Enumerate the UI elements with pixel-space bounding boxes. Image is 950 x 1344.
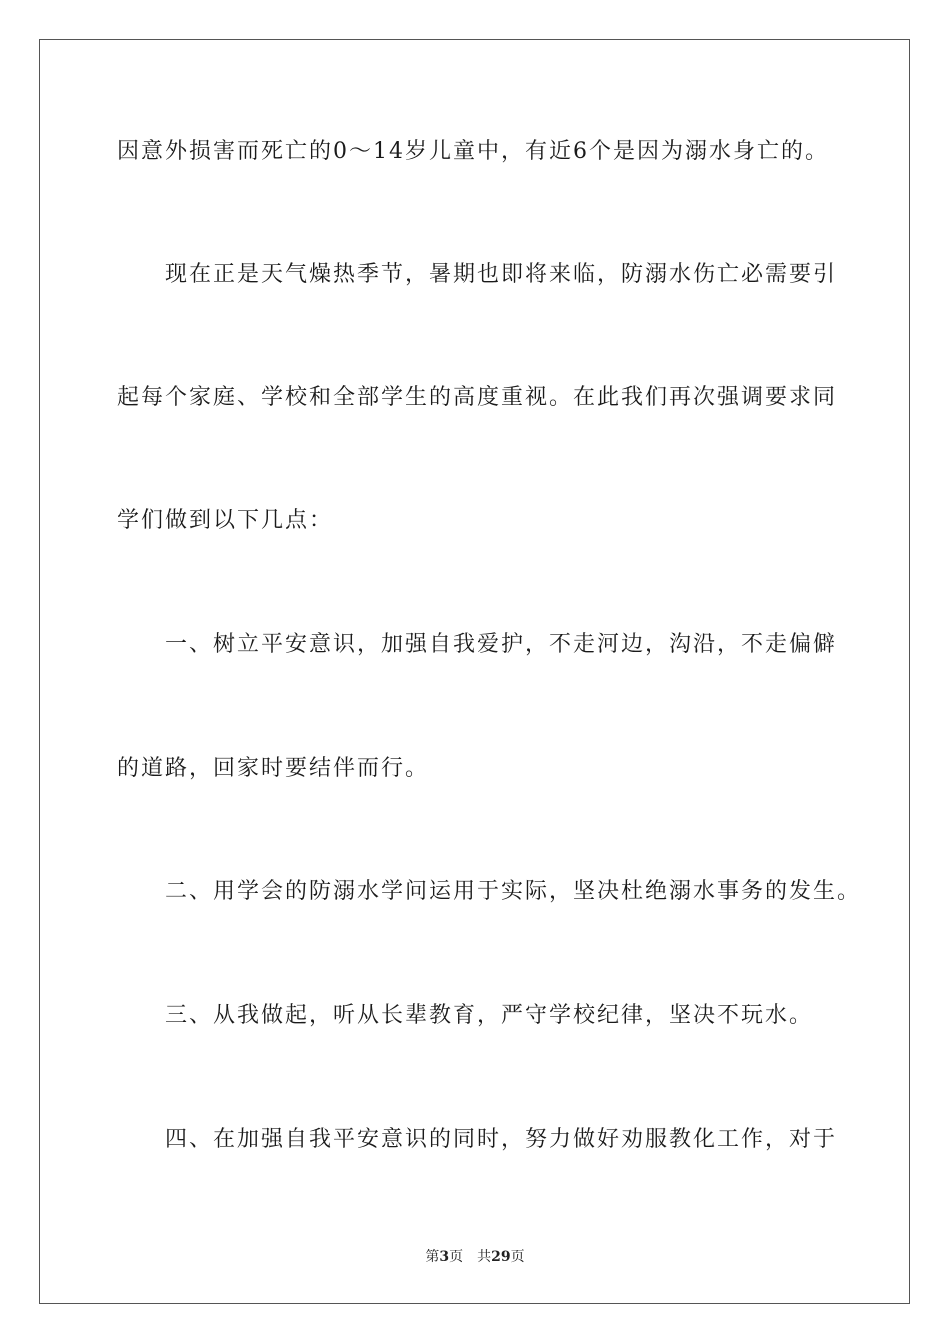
list-item-3: 三、从我做起，听从长辈教育，严守学校纪律，坚决不玩水。 — [165, 1003, 814, 1028]
paragraph-line-4: 学们做到以下几点： — [117, 508, 334, 533]
page-current: 3 — [439, 1249, 450, 1265]
list-item-4-line-1: 四、在加强自我平安意识的同时，努力做好劝服教化工作，对于 — [165, 1127, 838, 1152]
total-suffix: 页 — [510, 1249, 525, 1265]
page-total: 29 — [491, 1249, 511, 1265]
page-footer — [0, 1248, 950, 1266]
list-item-2: 二、用学会的防溺水学问运用于实际，坚决杜绝溺水事务的发生。 — [165, 879, 862, 904]
list-item-1-line-1: 一、树立平安意识，加强自我爱护，不走河边，沟沿，不走偏僻 — [165, 632, 838, 657]
paragraph-line-2: 现在正是天气燥热季节，暑期也即将来临，防溺水伤亡必需要引 — [165, 262, 838, 287]
paragraph-line-3: 起每个家庭、学校和全部学生的高度重视。在此我们再次强调要求同 — [117, 385, 838, 410]
list-item-1-line-2: 的道路，回家时要结伴而行。 — [117, 756, 430, 781]
page-suffix: 页 — [449, 1249, 464, 1265]
page-prefix: 第 — [425, 1249, 440, 1265]
paragraph-line-1: 因意外损害而死亡的0～14岁儿童中，有近6个是因为溺水身亡的。 — [117, 139, 829, 164]
total-prefix: 共 — [477, 1249, 492, 1265]
page-border — [39, 39, 910, 1304]
